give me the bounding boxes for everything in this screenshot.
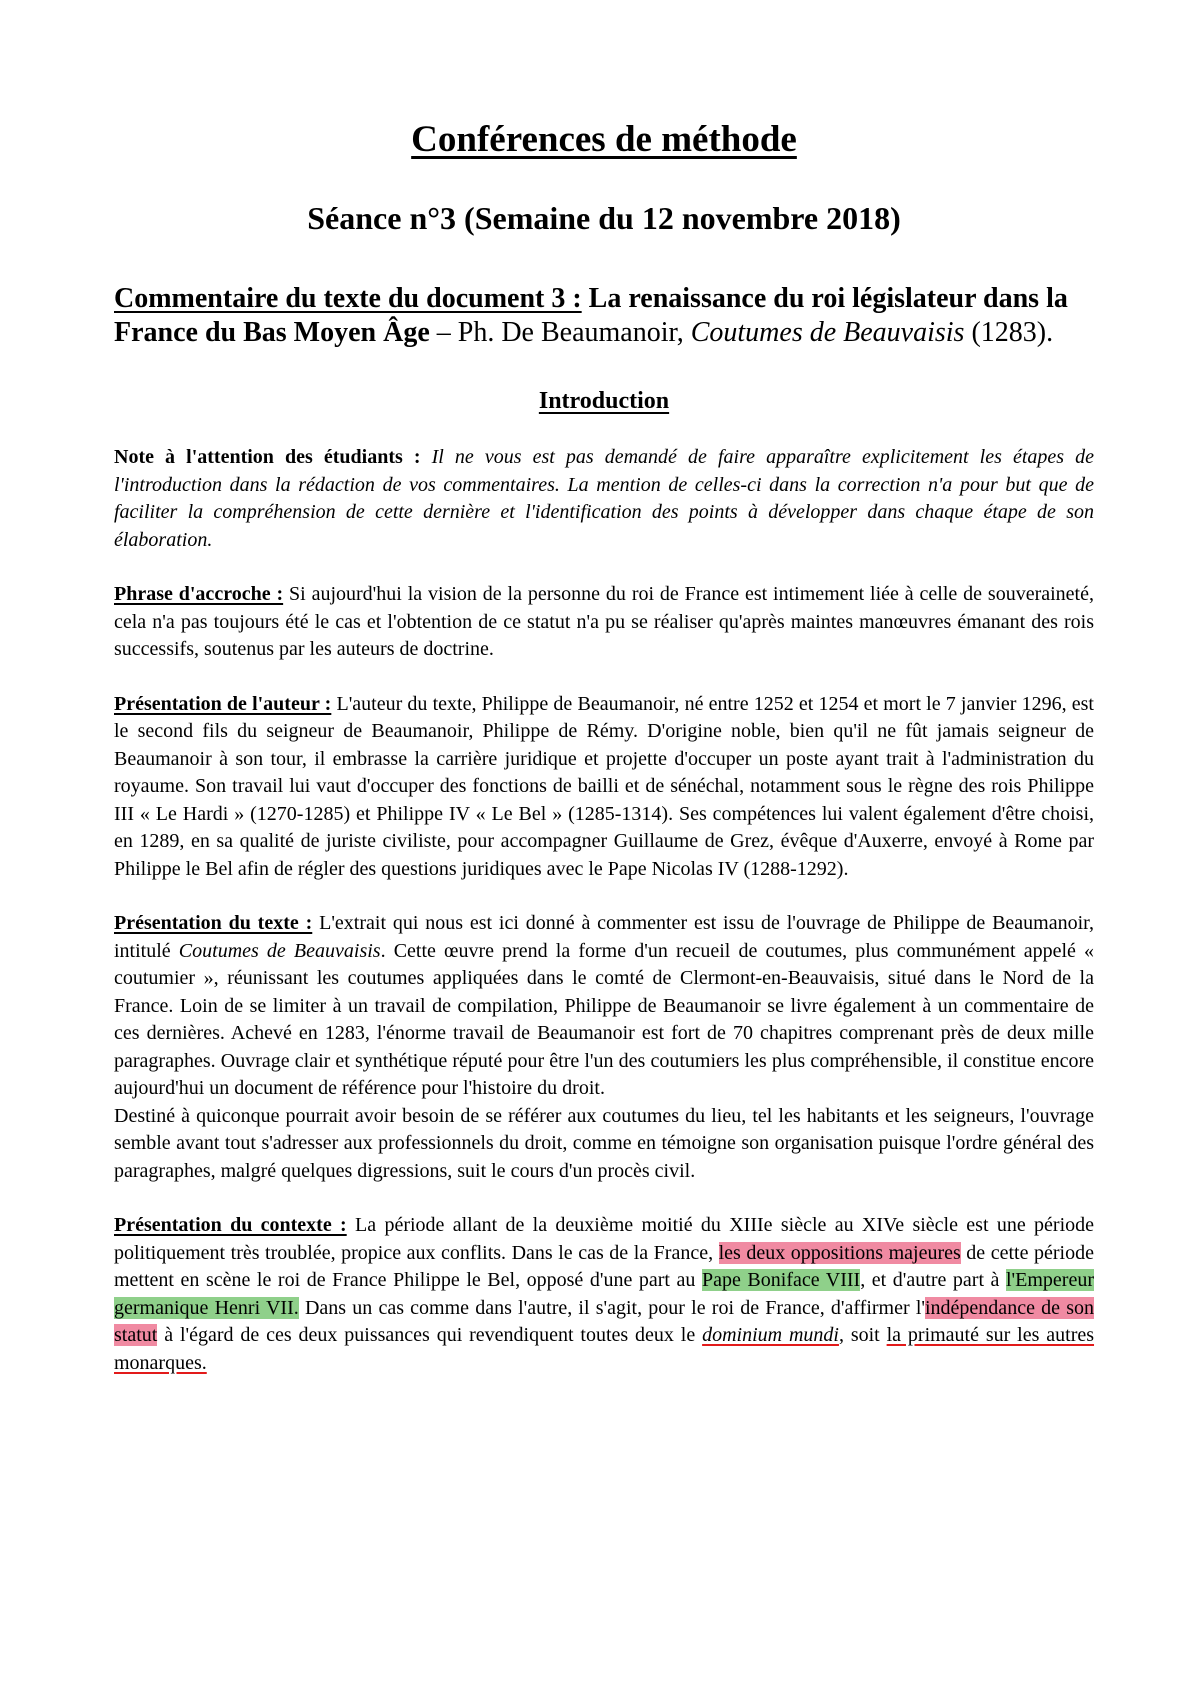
- texte-work: Coutumes de Beauvaisis: [178, 939, 381, 962]
- accroche-paragraph: [114, 581, 1094, 664]
- auteur-paragraph: [114, 691, 1094, 884]
- document-heading-label: Commentaire du texte du document 3 :: [114, 283, 582, 314]
- contexte-text-4: Dans un cas comme dans l'autre, il s'agit, pour le roi de France, d'affirmer l': [298, 1296, 925, 1319]
- highlight-empereur: l'Empereur germanique Henri VII.: [114, 1269, 1095, 1319]
- document-heading-subject: La renaissance du roi législateur dans la France du Bas Moyen Âge: [114, 283, 1068, 348]
- document-heading-author: – Ph. De Beaumanoir,: [429, 317, 691, 348]
- contexte-label: Présentation du contexte :: [114, 1214, 347, 1236]
- contexte-text-3: , et d'autre part à: [860, 1269, 1006, 1291]
- contexte-text-1: La période allant de la deuxième moitié du XIIIe siècle au XIVe siècle est une période politiquement très troublée, propice aux conflits. Dans le cas de la France,: [114, 1214, 1094, 1264]
- texte-paragraph: [114, 910, 1094, 1103]
- note-paragraph: [114, 444, 1094, 554]
- introduction-heading: Introduction: [538, 388, 670, 414]
- contexte-text-5: à l'égard de ces deux puissances qui revendiquent toutes deux le: [157, 1324, 703, 1346]
- auteur-text: L'auteur du texte, Philippe de Beaumanoir, né entre 1252 et 1254 et mort le 7 janvier 1296, est le second fils du seigneur de Beaumanoir, Philippe de Rémy. D'origine noble, bien qu'il ne fût jamais seigneur de Beaumanoir à son tour, il embrasse la carrière juridique et projette d'occuper un poste ayant trait à l'administration du royaume. Son travail lui vaut d'occuper des fonctions de bailli et de sénéchal, notamment sous le règne des rois Philippe III « Le Hardi » (1270-1285) et Philippe IV « Le Bel » (1285-1314). Ses compétences lui valent également d'être choisi, en 1289, en sa qualité de juriste civiliste, pour accompagner Guillaume de Grez, évêque d'Auxerre, envoyé à Rome par Philippe le Bel afin de régler des questions juridiques avec le Pape Nicolas IV (1288-1292).: [114, 692, 1094, 880]
- document-heading-year: (1283).: [964, 317, 1054, 348]
- accroche-text: Si aujourd'hui la vision de la personne du roi de France est intimement liée à celle de souveraineté, cela n'a pas toujours été le cas et l'obtention de ce statut n'a pu se réaliser qu'après maintes manœuvres émanant des rois successifs, soutenus par les auteurs de doctrine.: [114, 583, 1094, 660]
- note-text: Il ne vous est pas demandé de faire apparaître explicitement les étapes de l'introduction dans la rédaction de vos commentaires. La mention de celles-ci dans la correction n'a pour but que de faciliter la compréhension de cette dernière et l'identification des points à développer dans chaque étape de son élaboration.: [114, 446, 1094, 551]
- texte-label: Présentation du texte :: [114, 912, 313, 934]
- highlight-oppositions: les deux oppositions majeures: [718, 1241, 961, 1264]
- texte-paragraph-continued: [114, 1103, 1094, 1186]
- texte-text-2: . Cette œuvre prend la forme d'un recueil de coutumes, plus communément appelé « coutumier », réunissant les coutumes appliquées dans le comté de Clermont-en-Beauvaisis, situé dans le Nord de la France. Loin de se limiter à un travail de compilation, Philippe de Beaumanoir se livre également à un commentaire de ces dernières. Achevé en 1283, l'énorme travail de Beaumanoir est fort de 70 chapitres comprenant près de deux mille paragraphes. Ouvrage clair et synthétique réputé pour être l'un des coutumiers les plus compréhensible, il constitue encore aujourd'hui un document de référence pour l'histoire du droit.: [114, 939, 1094, 1099]
- contexte-text-2: de cette période mettent en scène le roi de France Philippe le Bel, opposé d'une part au: [114, 1241, 1094, 1291]
- accroche-label: Phrase d'accroche :: [114, 583, 284, 605]
- document-heading-space: [582, 283, 589, 314]
- highlight-independance: indépendance de son statut: [114, 1296, 1094, 1346]
- underline-dominium: dominium mundi: [702, 1324, 839, 1346]
- document-heading: [114, 282, 1094, 350]
- session-heading: Séance n°3 (Semaine du 12 novembre 2018): [307, 200, 901, 236]
- auteur-label: Présentation de l'auteur :: [114, 692, 332, 715]
- note-label: Note à l'attention des étudiants :: [114, 446, 421, 468]
- contexte-text-6: , soit: [838, 1324, 887, 1346]
- page-title: Conférences de méthode: [411, 119, 797, 160]
- contexte-paragraph: [114, 1212, 1094, 1377]
- texte-text-3: Destiné à quiconque pourrait avoir besoin de se référer aux coutumes du lieu, tel les habitants et les seigneurs, l'ouvrage semble avant tout s'adresser aux professionnels du droit, comme en témoigne son organisation puisque l'ordre général des paragraphes, malgré quelques digressions, suit le cours d'un procès civil.: [114, 1104, 1094, 1182]
- document-heading-work: Coutumes de Beauvaisis: [690, 317, 965, 348]
- highlight-pape: Pape Boniface VIII: [701, 1269, 861, 1291]
- underline-primaute: la primauté sur les autres monarques.: [114, 1324, 1095, 1374]
- texte-text-1: L'extrait qui nous est ici donné à commenter est issu de l'ouvrage de Philippe de Beaumanoir, intitulé: [114, 912, 1095, 962]
